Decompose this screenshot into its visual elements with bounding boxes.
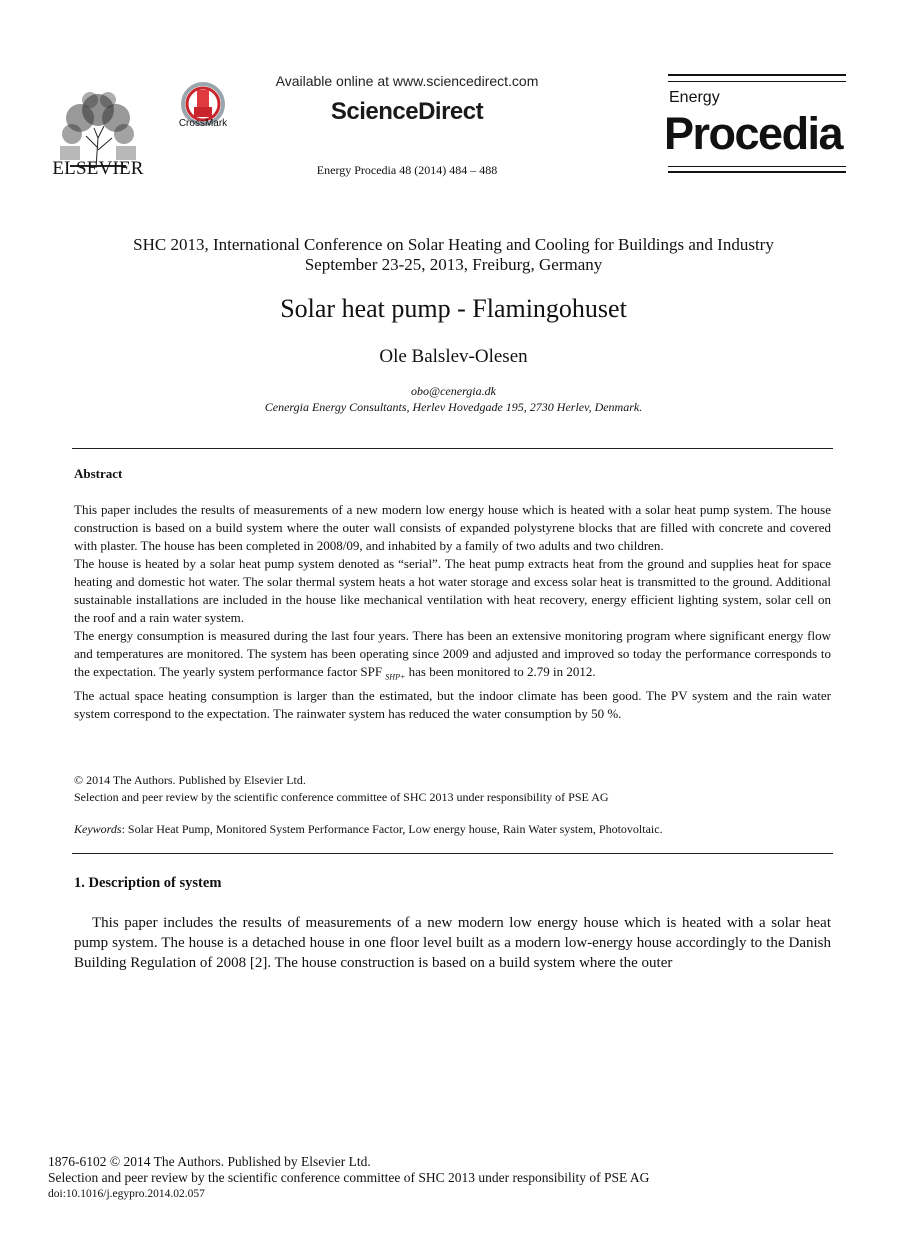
spf-subscript: SHP+ (385, 672, 406, 682)
masthead-rule (668, 81, 846, 82)
abstract-paragraph: This paper includes the results of measurements of a new modern low energy house which is heated with a solar heat pump system. The house construction is based on a build system where the outer wall consists of expanded polystyrene blocks that are filled with concrete and covered with plaster. The house has been completed in 2008/09, and inhabited by a family of two adults and two children. (74, 502, 831, 553)
abstract-paragraph: The house is heated by a solar heat pump system denoted as “serial”. The heat pump extracts heat from the ground and supplies heat for space heating and domestic hot water. The solar thermal system heats a hot water storage and excess solar heat is transmitted to the ground. Additional sustainable installations are included in the house like mechanical ventilation with heat recovery, energy efficient lighting system, solar cell on the roof and a rain water system. (74, 556, 831, 625)
masthead-rule (668, 171, 846, 173)
abstract-paragraph: The energy consumption is measured during the last four years. There has been an extensive monitoring program where significant energy flow and temperatures are monitored. The system has been operating since 2009 and adjusted and improved so today the performance corresponds to the expectation. The yearly system performance factor SPF $_{SHP+}$ has been monitored to 2.79 in 2012. (74, 628, 831, 682)
keywords-list: : Solar Heat Pump, Monitored System Performance Factor, Low energy house, Rain Water system, Photovoltaic. (121, 822, 663, 836)
sciencedirect-logo: ScienceDirect (330, 98, 484, 125)
author-affiliation: Cenergia Energy Consultants, Herlev Hovedgade 195, 2730 Herlev, Denmark. (264, 400, 643, 414)
section-heading: 1. Description of system (74, 875, 222, 891)
author-email[interactable]: obo@cenergia.dk (411, 384, 496, 398)
author-name: Ole Balslev-Olesen (379, 346, 528, 367)
keywords (74, 822, 831, 837)
journal-citation: Energy Procedia 48 (2014) 484 – 488 (316, 163, 498, 177)
masthead-rule (668, 74, 846, 76)
paper-title: Solar heat pump - Flamingohuset (280, 294, 627, 323)
divider (72, 853, 833, 854)
peer-review-notice: Selection and peer review by the scientific conference committee of SHC 2013 under responsibility of PSE AG (74, 790, 609, 804)
section-body: This paper includes the results of measurements of a new modern low energy house which is heated with a solar heat pump system. The house is a detached house in one floor level built as a modern low-energy house accordingly to the Danish Building Regulation of 2008 [2]. The house construction is based on a build system where the outer (74, 915, 831, 971)
abstract-heading: Abstract (74, 466, 123, 481)
footer-issn-copyright: 1876-6102 © 2014 The Authors. Published by Elsevier Ltd. (48, 1154, 371, 1169)
conference-date-location: September 23-25, 2013, Freiburg, Germany (304, 255, 603, 274)
abstract-body (74, 501, 831, 723)
masthead-rule (668, 166, 846, 167)
footer-peer-review: Selection and peer review by the scientific conference committee of SHC 2013 under responsibility of PSE AG (48, 1170, 650, 1185)
footer-doi[interactable]: doi:10.1016/j.egypro.2014.02.057 (48, 1188, 205, 1200)
journal-name-large: Procedia (664, 108, 843, 159)
conference-name: SHC 2013, International Conference on Solar Heating and Cooling for Buildings and Industry (133, 235, 774, 254)
publisher-name: ELSEVIER (52, 158, 144, 179)
abstract-paragraph: The actual space heating consumption is larger than the estimated, but the indoor climate has been good. The PV system and the rain water system correspond to the expectation. The rainwater system has reduced the water consumption by 50 %. (74, 687, 831, 721)
divider (72, 448, 833, 449)
copyright-notice: © 2014 The Authors. Published by Elsevier Ltd. (74, 773, 306, 787)
available-online-text[interactable]: Available online at www.sciencedirect.com (275, 73, 539, 89)
keywords-label: Keywords (74, 822, 122, 836)
crossmark-label: CrossMark (178, 118, 228, 129)
journal-name-small: Energy (669, 89, 720, 106)
